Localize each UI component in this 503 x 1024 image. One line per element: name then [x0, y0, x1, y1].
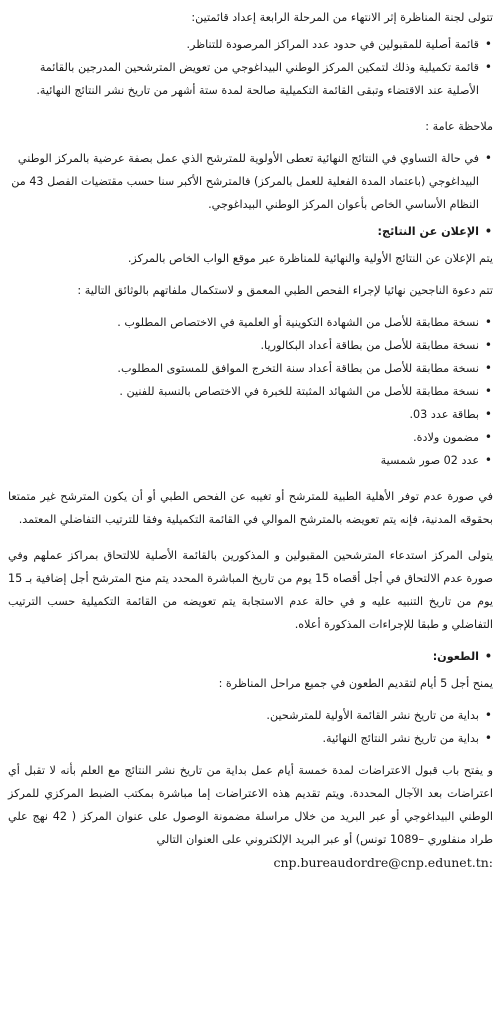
list-item: • نسخة مطابقة للأصل من بطاقة أعداد سنة التخرج الموافق للمستوى المطلوب. — [8, 357, 493, 380]
general-note-title: ملاحظة عامة : — [425, 120, 493, 133]
list-item: • قائمة تكميلية وذلك لتمكين المركز الوطني البيداغوجي من تعويض المترشحين المدرجين بالقائمة الأصلية عند الاقتضاء وتبقى القائمة التكميلية صالحة لمدة ستة أشهر من تاريخ نشر النتائج النهائية. — [8, 56, 493, 102]
objections-paragraph: و يفتح باب قبول الاعتراضات لمدة خمسة أيام عمل بداية من تاريخ نشر النتائج مع العلم بأنه لا تقبل أي اعتراضات بعد الآجال المحددة. ويتم تقديم هذه الاعتراضات إما مباشرة بمكتب الضبط المركزي للمركز الوطني البيداغوجي أو عبر البريد من خلال مراسلة مضمونة الوصول على عنوان المركز ( 42 نهج علي طراد منفلوري –1089 تونس) أو عبر البريد الإلكتروني على العنوان التالي — [8, 764, 493, 846]
general-note-list — [8, 147, 493, 216]
medical-paragraph: في صورة عدم توفر الأهلية الطبية للمترشح أو تغيبه عن الفحص الطبي أو أن يكون المترشح غير متمتعا بحقوقه المدنية، فإنه يتم تعويضه بالمترشح الموالي في القائمة التكميلية وفقا للترتيب التفاضلي المعتمد. — [8, 490, 493, 526]
results-paragraph: يتم الإعلان عن النتائج الأولية والنهائية للمناظرة عبر موقع الواب الخاص بالمركز. — [127, 252, 493, 265]
list-item: • نسخة مطابقة للأصل من بطاقة أعداد البكالوريا. — [8, 334, 493, 357]
list-item: • نسخة مطابقة للأصل من الشهادة التكوينية أو العلمية في الاختصاص المطلوب . — [8, 311, 493, 334]
appeals-intro: يمنح أجل 5 أيام لتقديم الطعون في جميع مراحل المناظرة : — [218, 677, 493, 690]
list-item: • بطاقة عدد 03. — [8, 403, 493, 426]
list-item: • نسخة مطابقة للأصل من الشهائد المثبتة للخبرة في الاختصاص بالنسبة للفنين . — [8, 380, 493, 403]
list-item: • في حالة التساوي في النتائج النهائية تعطى الأولوية للمترشح الذي عمل بصفة عرضية بالمركز الوطني البيداغوجي (باعتماد المدة الفعلية للعمل بالمركز) فالمترشح الأكبر سنا حسب مقتضيات الفصل 43 من النظام الأساسي الخاص بأعوان المركز الوطني البيداغوجي. — [8, 147, 493, 216]
list-item: • بداية من تاريخ نشر النتائج النهائية. — [8, 727, 493, 750]
appeals-heading: • الطعون: — [8, 645, 493, 668]
summon-paragraph: يتولى المركز استدعاء المترشحين المقبولين و المذكورين بالقائمة الأصلية للالتحاق بمراكز عملهم وفي صورة عدم الالتحاق في أجل أقصاه 15 يوم من تاريخ المباشرة المحدد يتم منح المترشح أجل إضافية بـ 15 يوم من تاريخ التنبيه عليه و في حالة عدم الاستجابة يتم تعويضه من القائمة التكميلية حسب الترتيب التفاضلي و طبقا للإجراءات المذكورة أعلاه. — [8, 549, 493, 631]
results-heading: • الإعلان عن النتائج: — [8, 220, 493, 243]
documents-list — [8, 311, 493, 472]
winners-intro: تتم دعوة الناجحين نهائيا لإجراء الفحص الطبي المعمق و لاستكمال ملفاتهم بالوثائق التالية : — [77, 284, 493, 297]
email-address[interactable]: cnp.bureaudordre@cnp.edunet.tn: — [273, 855, 493, 870]
list-item: • قائمة أصلية للمقبولين في حدود عدد المراكز المرصودة للتناظر. — [8, 33, 493, 56]
lists-list — [8, 33, 493, 102]
appeals-list — [8, 704, 493, 750]
list-item: • بداية من تاريخ نشر القائمة الأولية للمترشحين. — [8, 704, 493, 727]
intro-paragraph: تتولى لجنة المناظرة إثر الانتهاء من المرحلة الرابعة إعداد قائمتين: — [191, 11, 493, 24]
list-item: • مضمون ولادة. — [8, 426, 493, 449]
list-item: • عدد 02 صور شمسية — [8, 449, 493, 472]
